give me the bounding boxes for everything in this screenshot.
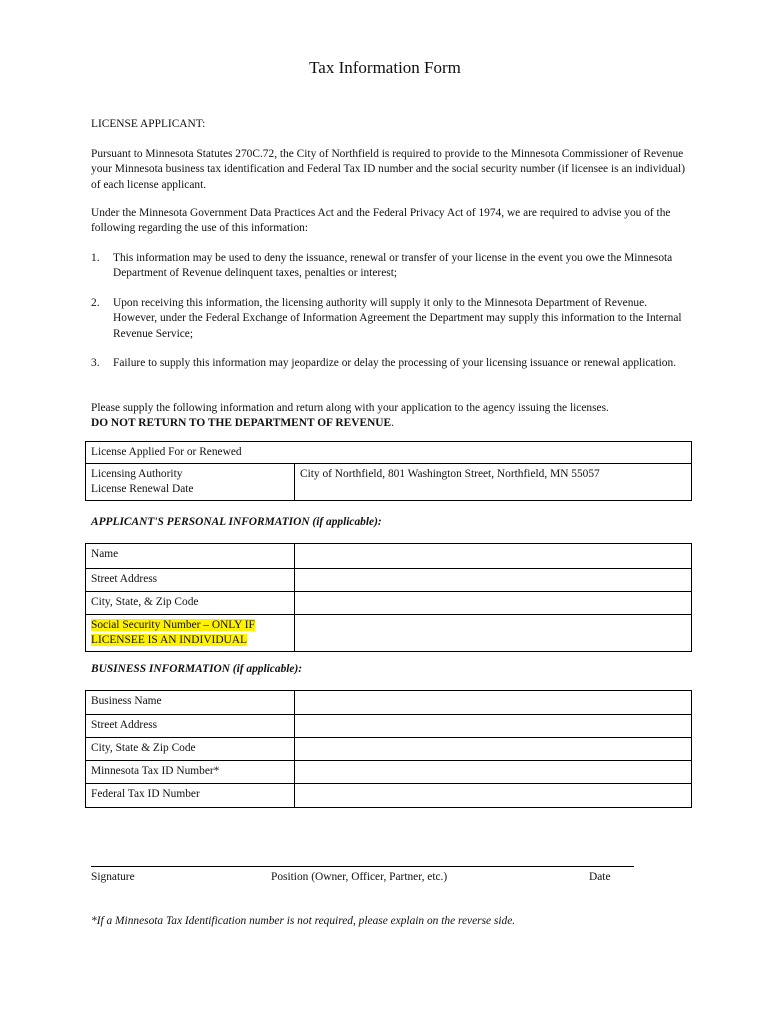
personal-name-field[interactable] [295, 544, 692, 569]
personal-street-label-cell [86, 569, 295, 592]
mn-tax-id-label-cell [86, 761, 295, 784]
personal-city-label-cell [86, 592, 295, 615]
do-not-return-period: . [391, 417, 394, 430]
business-name-label: Business Name [91, 695, 162, 707]
license-renewal-label: License Renewal Date [91, 483, 194, 495]
personal-city-field[interactable] [295, 592, 692, 615]
do-not-return-text: DO NOT RETURN TO THE DEPARTMENT OF REVENUE [91, 417, 392, 430]
business-city-label-cell [86, 738, 295, 761]
fed-tax-id-field[interactable] [295, 784, 692, 808]
list-item-1 [91, 251, 691, 282]
list-text: Upon receiving this information, the licensing authority will supply it only to the Minnesota Department of Revenue. However, under the Federal Exchange of Information Agreement the Department may supply this information to the Internal Revenue Service; [113, 297, 682, 340]
supply-instruction-block [91, 401, 691, 432]
personal-street-label: Street Address [91, 573, 158, 585]
ssn-field[interactable] [295, 615, 692, 652]
ssn-label-line1: Social Security Number – ONLY IF [91, 619, 255, 631]
licensing-labels-cell [86, 464, 295, 501]
ssn-label-line2: LICENSEE IS AN INDIVIDUAL [91, 634, 247, 646]
personal-info-heading: APPLICANT'S PERSONAL INFORMATION (if applicable): [91, 516, 382, 528]
mn-tax-id-label: Minnesota Tax ID Number* [91, 765, 220, 777]
personal-city-label: City, State, & Zip Code [91, 596, 199, 608]
license-applied-cell [86, 442, 692, 464]
footnote: *If a Minnesota Tax Identification number is not required, please explain on the reverse side. [91, 915, 516, 927]
business-name-field[interactable] [295, 691, 692, 715]
license-applied-label: License Applied For or Renewed [91, 446, 242, 458]
business-info-table [85, 690, 692, 808]
applicant-heading: LICENSE APPLICANT: [91, 118, 206, 130]
fed-tax-id-label: Federal Tax ID Number [91, 788, 200, 800]
business-street-field[interactable] [295, 715, 692, 738]
ssn-label-cell [86, 615, 295, 652]
list-item-2 [91, 296, 691, 342]
personal-name-label-cell [86, 544, 295, 569]
signature-label: Signature [91, 871, 135, 883]
fed-tax-id-label-cell [86, 784, 295, 808]
licensing-authority-value-cell [295, 464, 692, 501]
list-number: 1. [91, 252, 100, 264]
list-text: This information may be used to deny the issuance, renewal or transfer of your license in the event you owe the Minnesota Department of Revenue delinquent taxes, penalties or interest; [113, 252, 673, 280]
do-not-return-notice [91, 416, 691, 431]
list-item-3 [91, 356, 691, 371]
licensing-authority-value: City of Northfield, 801 Washington Street, Northfield, MN 55057 [300, 468, 600, 480]
license-table [85, 441, 692, 501]
mn-tax-id-field[interactable] [295, 761, 692, 784]
intro-paragraph: Pursuant to Minnesota Statutes 270C.72, the City of Northfield is required to provide to the Minnesota Commissioner of Revenue your Minnesota business tax identification and Federal Tax ID number and the social security number (if licensee is an individual) of each license applicant. [91, 148, 685, 191]
business-street-label-cell [86, 715, 295, 738]
business-city-label: City, State & Zip Code [91, 742, 196, 754]
list-text: Failure to supply this information may jeopardize or delay the processing of your licensing issuance or renewal application. [113, 357, 677, 369]
business-name-label-cell [86, 691, 295, 715]
date-label: Date [589, 871, 611, 883]
business-city-field[interactable] [295, 738, 692, 761]
business-street-label: Street Address [91, 719, 158, 731]
position-label: Position (Owner, Officer, Partner, etc.) [271, 871, 448, 883]
privacy-paragraph: Under the Minnesota Government Data Practices Act and the Federal Privacy Act of 1974, we are required to advise you of the following regarding the use of this information: [91, 207, 671, 235]
list-number: 2. [91, 297, 100, 309]
licensing-authority-label: Licensing Authority [91, 468, 183, 480]
business-info-heading: BUSINESS INFORMATION (if applicable): [91, 663, 303, 675]
supply-instruction: Please supply the following information and return along with your application to the agency issuing the licenses. [91, 402, 609, 414]
personal-street-field[interactable] [295, 569, 692, 592]
signature-line[interactable] [91, 866, 634, 867]
personal-info-table [85, 543, 692, 652]
personal-name-label: Name [91, 548, 119, 560]
form-title: Tax Information Form [309, 58, 461, 77]
list-number: 3. [91, 357, 100, 369]
